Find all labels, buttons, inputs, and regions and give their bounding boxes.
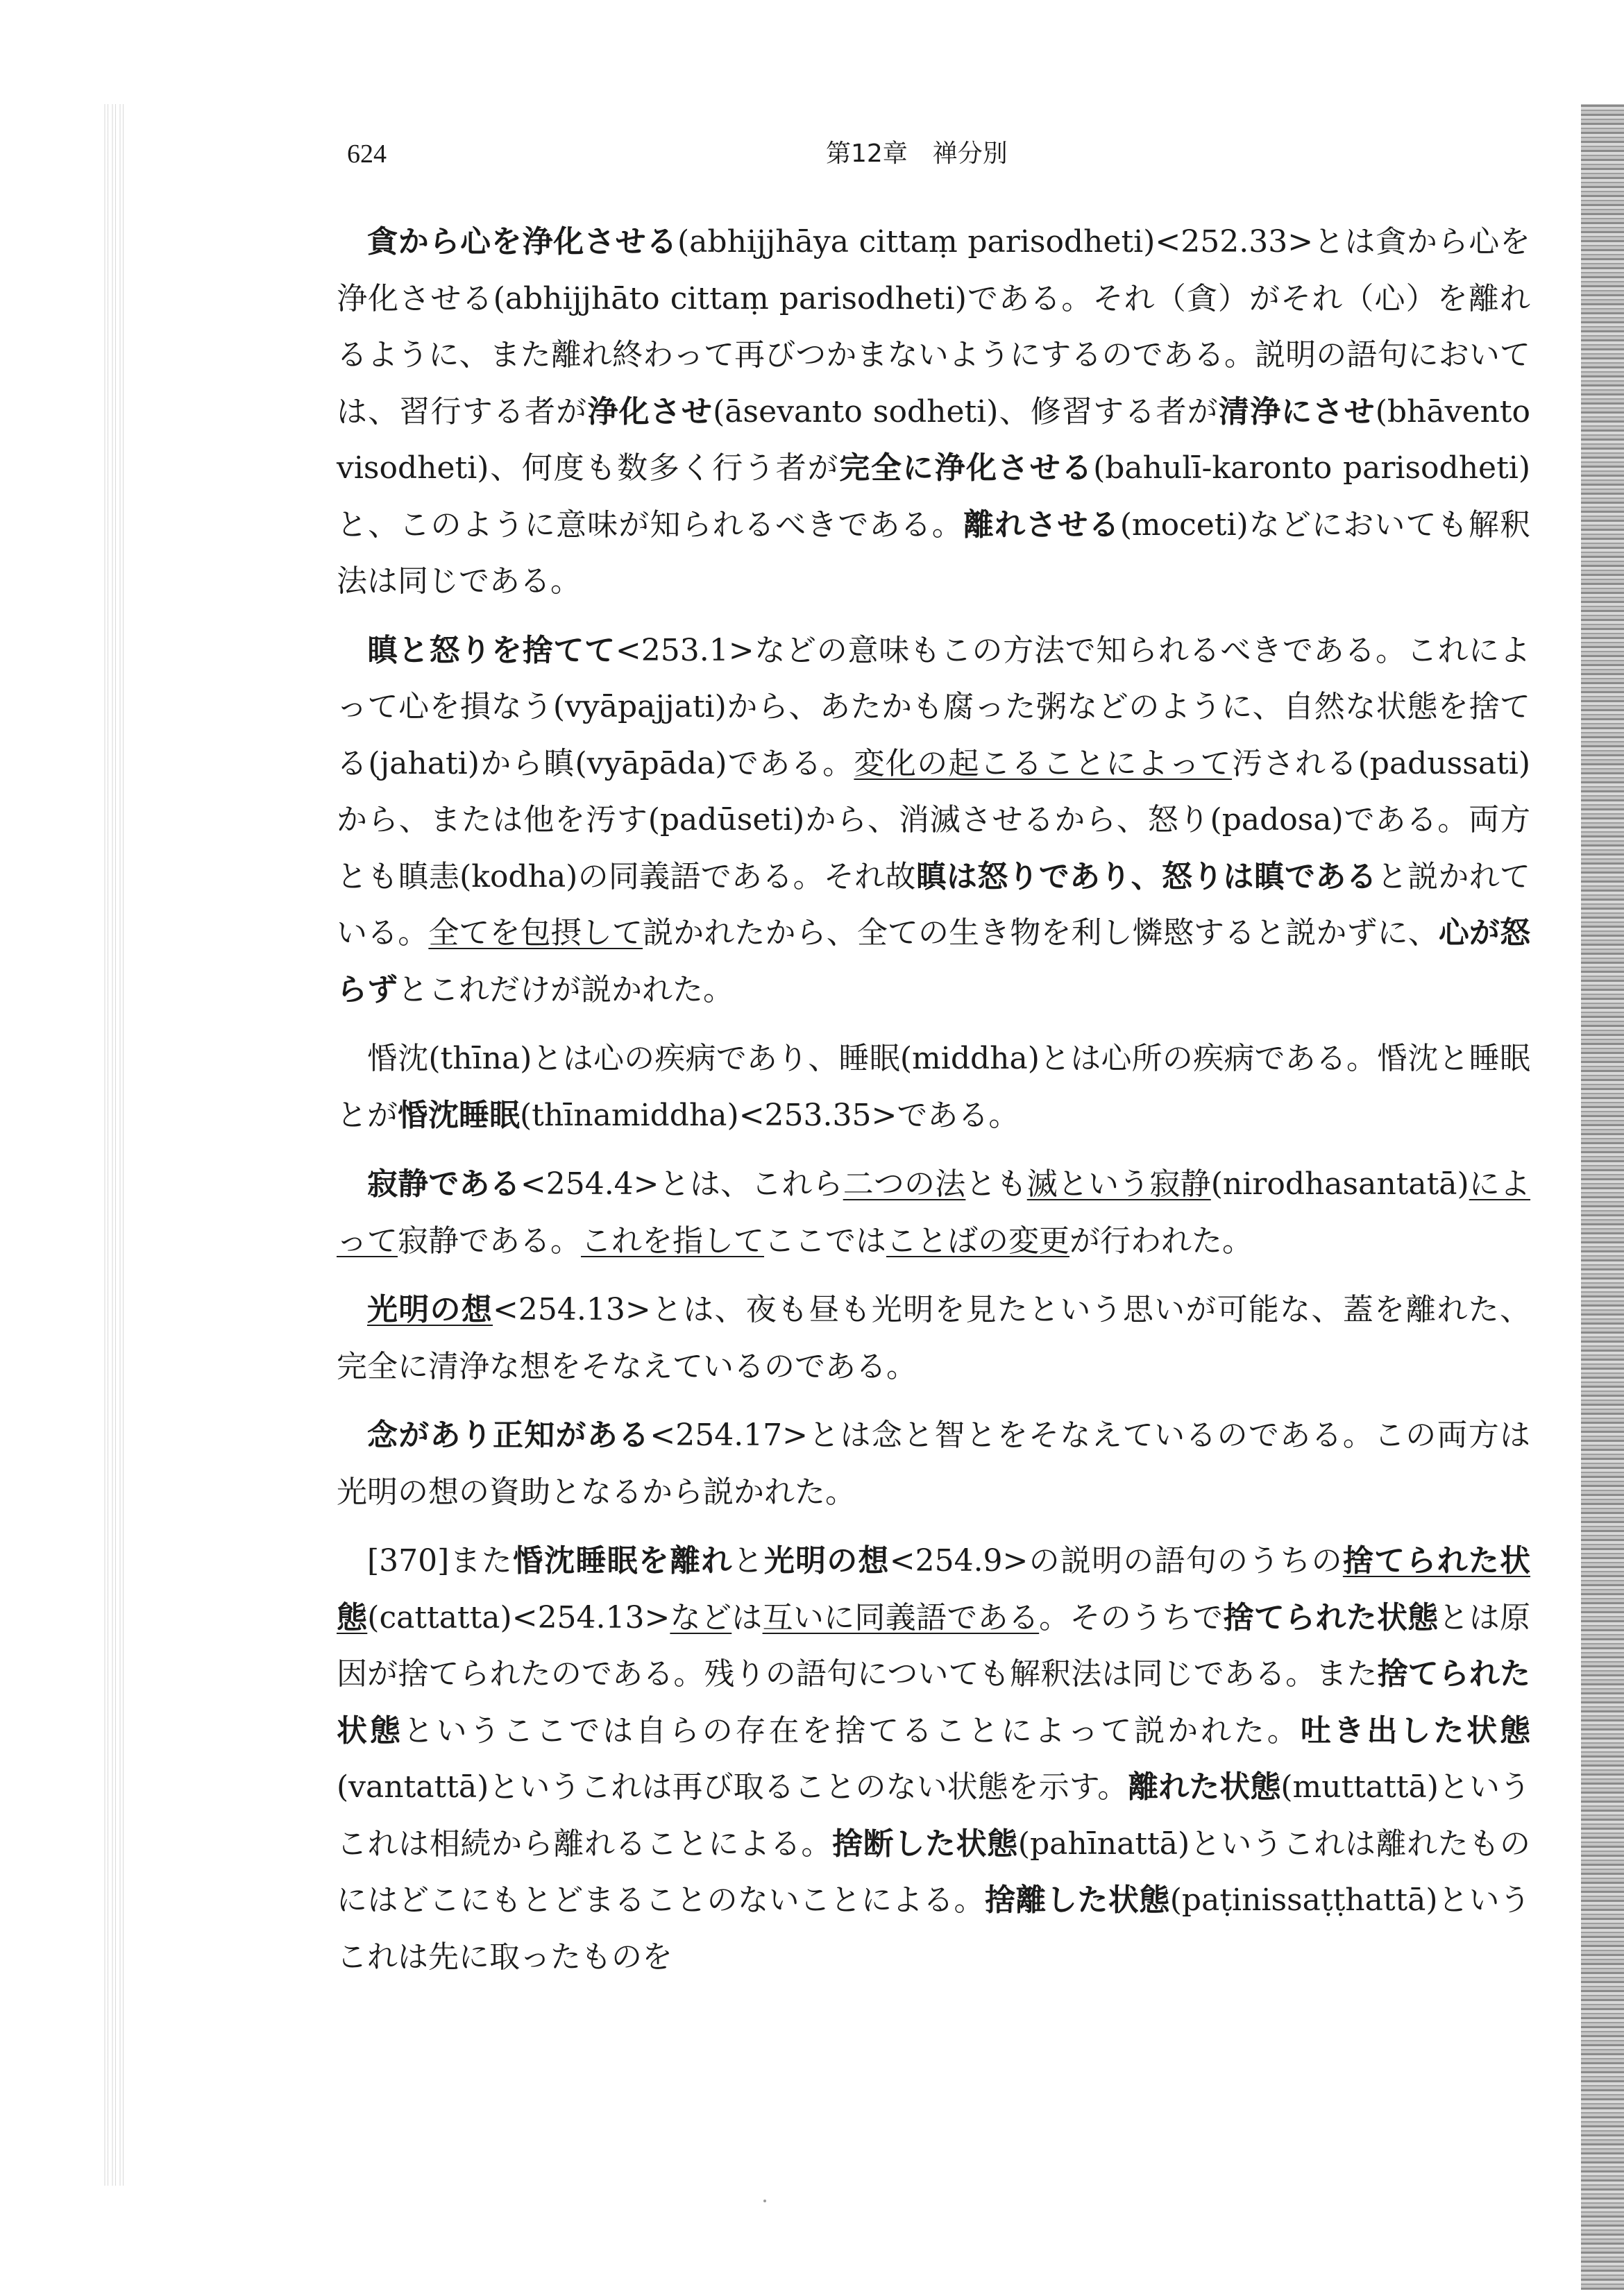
paragraph [337,1407,1530,1520]
bold-term: 浄化させ [587,393,713,430]
scan-speck [763,2200,766,2202]
bold-term: 完全に浄化させる [839,450,1094,486]
bold-term: 吐き出した状態 [1300,1712,1531,1749]
underlined-phrase: 変化の起こることによって [854,745,1233,781]
text-run: が行われた。 [1069,1223,1253,1259]
scan-left-edge [104,104,124,2186]
text-run: (vantattā)というこれは再び取ることのない状態を示す。 [337,1769,1128,1805]
text-run: <254.4>とは、これら [520,1166,843,1202]
underlined-phrase: 二つの法 [843,1166,966,1202]
text-run: (cattatta)<254.13> [367,1599,670,1635]
text-run: <254.13>とは、夜も昼も光明を見たという思いが可能な、蓋を離れた、完全に清浄な想をそなえているのである。 [337,1292,1530,1384]
paragraph [337,1533,1530,1985]
text-run: (muttattā)というこれは相続から離れることによる。 [337,1769,1530,1862]
text-run: (paṭinissaṭṭhattā)というこれは先に取ったものを [337,1882,1530,1975]
text-run: <253.1>などの意味もこの方法で知られるべきである。これによって心を損なう(vyāpajjati)から、あたかも腐った粥などのように、自然な状態を捨てる(jahati)から瞋(vyāpāda)である。 [337,632,1530,781]
text-run: <254.17>とは念と智とをそなえているのである。この両方は光明の想の資助となるから説かれた。 [337,1418,1530,1510]
text-run: <254.9>の説明の語句のうちの [889,1543,1343,1579]
bold-term: 瞋は怒りであり、怒りは瞋である [915,858,1377,894]
paragraph [337,214,1530,610]
bold-term [367,1292,493,1327]
bold-term: 貪から心を浄化させる [367,224,678,260]
text-run: (nirodhasantatā) [1210,1166,1469,1202]
underlined-phrase: によって [337,1166,1531,1259]
text-run: (āsevanto sodheti)、修習する者が [713,393,1219,430]
underlined-phrase: 滅という寂静 [1026,1166,1211,1202]
text-run: (abhijjhāya cittaṃ parisodheti)<252.33>とは貪から心を浄化させる(abhijjhāto cittaṃ parisodheti)である。それ（貪）がそれ（心）を離れるように、また離れ終わって再びつかまないようにするのである。説明の語句においては、習行する者が [337,224,1531,430]
text-run: 汚される(padussati)から、または他を汚す(padūseti)から、消滅させるから、怒り(padosa)である。両方とも瞋恚(kodha)の同義語である。それ故 [337,745,1530,894]
text-run: とも [965,1166,1027,1202]
page-number: 624 [347,139,387,169]
paragraph [337,622,1530,1019]
scan-right-edge [1581,104,1624,2290]
text-run: とは原因が捨てられたのである。残りの語句についても解釈法は同じである。また [337,1599,1531,1692]
text-run: 惛沈(thīna)とは心の疾病であり、睡眠(middha)とは心所の疾病である。惛沈と睡眠とが [337,1041,1530,1133]
underlined-phrase: ことばの変更 [886,1223,1069,1259]
bold-term: 清浄にさせ [1218,393,1376,430]
bold-term: 光明の想 [763,1543,890,1579]
bold-term: 惛沈睡眠を離れ [513,1543,733,1579]
text-run: と説かれている。 [337,858,1530,951]
bold-term: 惛沈睡眠 [398,1097,520,1133]
underlined-phrase: これを指して [581,1223,764,1259]
text-run: (bhāvento visodheti)、何度も数多く行う者が [337,393,1531,486]
text-run: [370]また [367,1543,513,1579]
text-run: ここでは [764,1223,886,1259]
text-run: と [732,1543,764,1579]
body-text [337,214,1530,1998]
bold-term: 捨てられた状態 [337,1656,1530,1749]
text-run: 説かれたから、全ての生き物を利し憐愍すると説かずに、 [643,915,1439,951]
bold-term: 離れた状態 [1128,1769,1281,1805]
bold-term: 捨てられた状態 [1223,1599,1439,1635]
bold-term: 瞋と怒りを捨てて [367,632,616,668]
text-run: (moceti)などにおいても解釈法は同じである。 [337,507,1531,599]
underlined-phrase: 全てを包摂して [428,915,643,951]
text-run: (thīnamiddha)<253.35>である。 [520,1097,1020,1133]
bold-term: 離れさせる [963,507,1120,543]
text-run: 寂静である。 [398,1223,581,1259]
bold-term: 捨離した状態 [984,1882,1170,1918]
paragraph [337,1030,1530,1143]
paragraph [337,1282,1530,1395]
underlined-phrase: など [670,1599,732,1635]
bold-underlined-term: 捨てられた状態 [337,1543,1531,1635]
text-run: (bahulī-karonto parisodheti)と、このように意味が知られるべきである。 [337,450,1531,543]
text-run: というここでは自らの存在を捨てることによって説かれた。 [403,1712,1301,1749]
bold-underlined-term: 光明の想 [367,1292,493,1327]
paragraph [337,1156,1530,1269]
bold-term: 念があり正知がある [367,1418,650,1453]
running-head: 第12章 禅分別 [826,139,1008,168]
bold-term: 捨断した状態 [832,1826,1018,1862]
text-run: 。そのうちで [1039,1599,1224,1635]
text-run: (pahīnattā)というこれは離れたものにはどこにもとどまることのないことによる。 [337,1826,1530,1918]
text-run: とこれだけが説かれた。 [398,971,734,1007]
text-run: は [731,1599,763,1635]
bold-term: 心が怒らず [337,915,1531,1007]
bold-term: 寂静である [367,1166,521,1202]
underlined-phrase: 互いに同義語である [762,1599,1040,1635]
